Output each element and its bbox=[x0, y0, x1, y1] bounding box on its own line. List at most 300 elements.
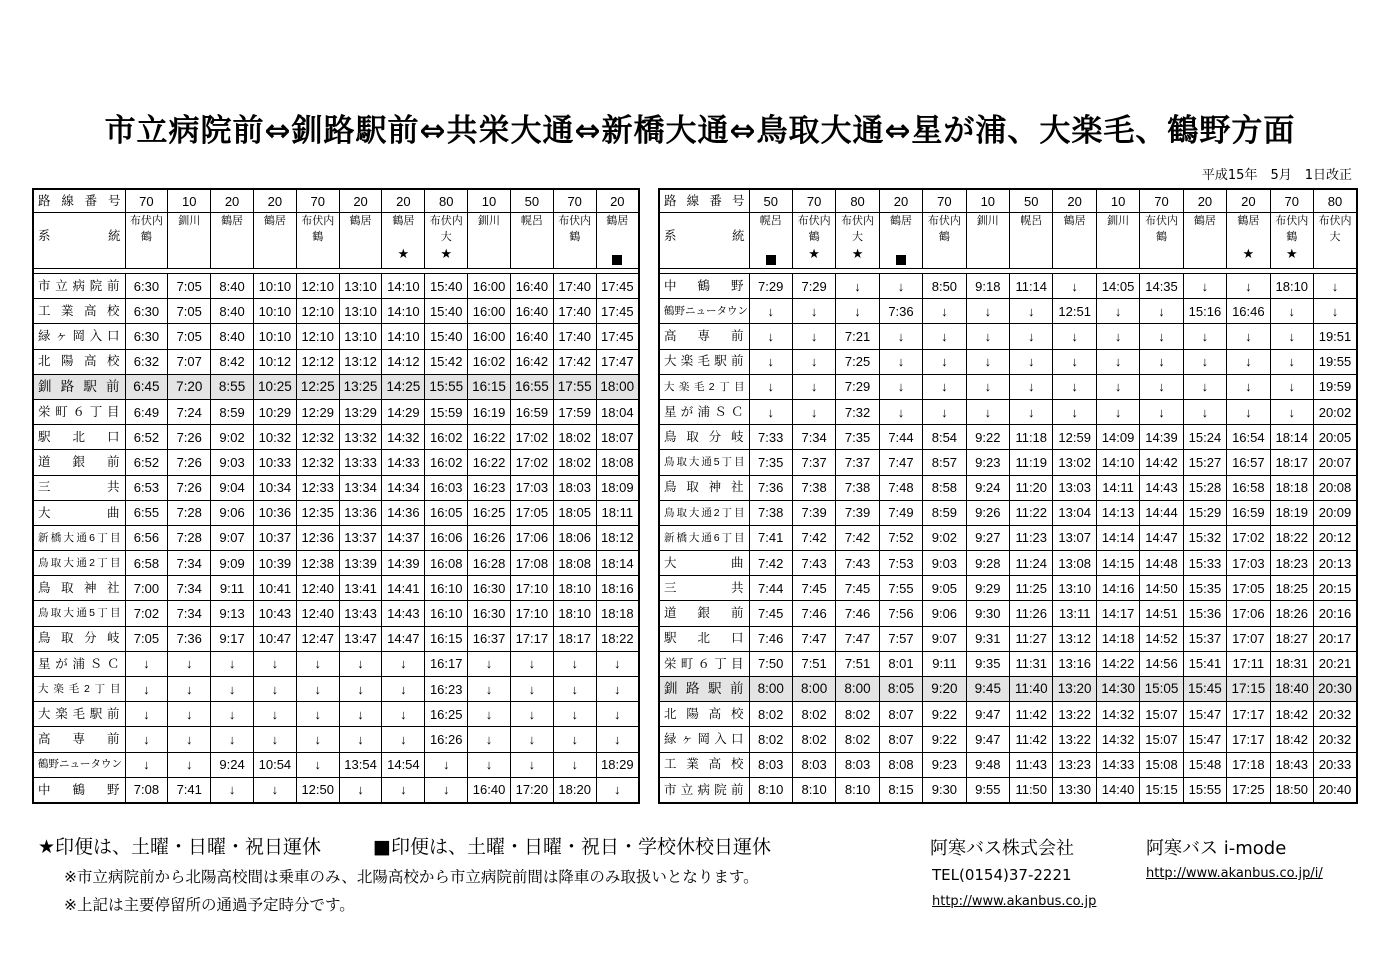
time-cell: 14:10 bbox=[382, 299, 425, 324]
time-cell: 14:44 bbox=[1140, 500, 1183, 525]
time-cell: 8:40 bbox=[211, 274, 254, 299]
stop-name: 市立病院前 bbox=[33, 274, 125, 299]
pass-arrow: ↓ bbox=[168, 752, 211, 777]
time-cell: 10:12 bbox=[253, 349, 296, 374]
time-cell: 13:10 bbox=[1053, 576, 1096, 601]
time-cell: 15:42 bbox=[425, 349, 468, 374]
pass-arrow: ↓ bbox=[1270, 399, 1313, 424]
route-number: 20 bbox=[1053, 189, 1096, 213]
time-cell: 9:03 bbox=[923, 551, 966, 576]
square-mark-icon bbox=[766, 255, 776, 265]
time-cell: 15:41 bbox=[1183, 651, 1226, 676]
time-cell: 8:42 bbox=[211, 349, 254, 374]
time-cell: 20:33 bbox=[1313, 752, 1357, 777]
stop-name: 釧路駅前 bbox=[659, 677, 749, 702]
time-cell: 7:57 bbox=[879, 626, 922, 651]
time-cell: 14:12 bbox=[382, 349, 425, 374]
star-mark-icon: ★ bbox=[851, 246, 864, 261]
time-cell: 6:52 bbox=[125, 450, 168, 475]
time-cell: 9:45 bbox=[966, 677, 1009, 702]
time-cell: 20:16 bbox=[1313, 601, 1357, 626]
time-cell: 17:20 bbox=[510, 777, 553, 803]
time-cell: 7:26 bbox=[168, 450, 211, 475]
pass-arrow: ↓ bbox=[168, 651, 211, 676]
time-cell: 7:39 bbox=[836, 500, 879, 525]
time-cell: 6:55 bbox=[125, 500, 168, 525]
route-number: 70 bbox=[553, 189, 596, 213]
time-cell: 11:14 bbox=[1010, 274, 1053, 299]
table-row bbox=[659, 525, 1357, 550]
time-cell: 14:50 bbox=[1140, 576, 1183, 601]
pass-arrow: ↓ bbox=[1270, 374, 1313, 399]
time-cell: 14:37 bbox=[382, 525, 425, 550]
time-cell: 10:37 bbox=[253, 525, 296, 550]
table-row bbox=[33, 475, 639, 500]
pass-arrow: ↓ bbox=[966, 299, 1009, 324]
route-number: 70 bbox=[1140, 189, 1183, 213]
time-cell: 17:02 bbox=[1227, 525, 1270, 550]
pass-arrow: ↓ bbox=[792, 324, 835, 349]
stop-name: 道銀前 bbox=[659, 601, 749, 626]
time-cell: 12:40 bbox=[296, 576, 339, 601]
time-cell: 8:59 bbox=[923, 500, 966, 525]
time-cell: 17:11 bbox=[1227, 651, 1270, 676]
time-cell: 16:46 bbox=[1227, 299, 1270, 324]
stop-name: 大曲 bbox=[33, 500, 125, 525]
pass-arrow: ↓ bbox=[879, 349, 922, 374]
pass-arrow: ↓ bbox=[125, 752, 168, 777]
time-cell: 13:02 bbox=[1053, 450, 1096, 475]
stop-name: 鳥取分岐 bbox=[33, 626, 125, 651]
time-cell: 7:37 bbox=[792, 450, 835, 475]
time-cell: 8:40 bbox=[211, 324, 254, 349]
table-row bbox=[33, 677, 639, 702]
stop-name: 新橋大通6丁目 bbox=[33, 525, 125, 550]
time-cell: 17:03 bbox=[510, 475, 553, 500]
time-cell: 10:32 bbox=[253, 425, 296, 450]
pass-arrow: ↓ bbox=[125, 702, 168, 727]
time-cell: 20:05 bbox=[1313, 425, 1357, 450]
table-row bbox=[33, 299, 639, 324]
time-cell: 16:59 bbox=[510, 399, 553, 424]
time-cell: 14:42 bbox=[1140, 450, 1183, 475]
time-cell: 8:03 bbox=[792, 752, 835, 777]
pass-arrow: ↓ bbox=[1010, 349, 1053, 374]
time-cell: 14:43 bbox=[382, 601, 425, 626]
time-cell: 11:26 bbox=[1010, 601, 1053, 626]
route-number: 80 bbox=[836, 189, 879, 213]
time-cell: 9:22 bbox=[923, 727, 966, 752]
stop-name: 大楽毛駅前 bbox=[33, 702, 125, 727]
stop-name: 鳥取大通5丁目 bbox=[33, 601, 125, 626]
time-cell: 13:47 bbox=[339, 626, 382, 651]
time-cell: 16:40 bbox=[510, 274, 553, 299]
time-cell: 18:10 bbox=[553, 576, 596, 601]
time-cell: 7:00 bbox=[125, 576, 168, 601]
time-cell: 17:05 bbox=[510, 500, 553, 525]
route-number: 70 bbox=[923, 189, 966, 213]
pass-arrow: ↓ bbox=[792, 399, 835, 424]
pass-arrow: ↓ bbox=[1010, 374, 1053, 399]
time-cell: 7:05 bbox=[168, 274, 211, 299]
time-cell: 20:40 bbox=[1313, 777, 1357, 803]
pass-arrow: ↓ bbox=[1183, 324, 1226, 349]
time-cell: 18:04 bbox=[596, 399, 639, 424]
stop-name: 鶴野ニュータウン bbox=[659, 299, 749, 324]
table-row bbox=[33, 727, 639, 752]
time-cell: 13:16 bbox=[1053, 651, 1096, 676]
time-cell: 13:36 bbox=[339, 500, 382, 525]
time-cell: 8:02 bbox=[836, 727, 879, 752]
time-cell: 16:03 bbox=[425, 475, 468, 500]
route-number-header: 路 線 番 号 bbox=[659, 189, 749, 213]
pass-arrow: ↓ bbox=[339, 777, 382, 803]
pass-arrow: ↓ bbox=[1096, 374, 1139, 399]
imode-link[interactable]: http://www.akanbus.co.jp/i/ bbox=[1146, 866, 1323, 881]
time-cell: 15:45 bbox=[1183, 677, 1226, 702]
time-cell: 16:15 bbox=[468, 374, 511, 399]
pass-arrow: ↓ bbox=[1313, 274, 1357, 299]
time-cell: 18:18 bbox=[596, 601, 639, 626]
stop-name: 駅北口 bbox=[659, 626, 749, 651]
star-note: ★印便は、土曜・日曜・祝日運休 bbox=[38, 836, 322, 858]
pass-arrow: ↓ bbox=[425, 752, 468, 777]
system-cell: 釧川 bbox=[1096, 213, 1139, 269]
time-cell: 8:01 bbox=[879, 651, 922, 676]
time-cell: 18:02 bbox=[553, 425, 596, 450]
system-cell: 鶴居 ★ bbox=[382, 213, 425, 269]
time-cell: 7:44 bbox=[749, 576, 792, 601]
time-cell: 17:42 bbox=[553, 349, 596, 374]
table-row bbox=[659, 374, 1357, 399]
time-cell: 19:59 bbox=[1313, 374, 1357, 399]
time-cell: 7:53 bbox=[879, 551, 922, 576]
time-cell: 20:15 bbox=[1313, 576, 1357, 601]
stop-name: 鳥取大通2丁目 bbox=[659, 500, 749, 525]
time-cell: 9:02 bbox=[211, 425, 254, 450]
time-cell: 18:42 bbox=[1270, 702, 1313, 727]
time-cell: 14:33 bbox=[1096, 752, 1139, 777]
time-cell: 16:40 bbox=[510, 299, 553, 324]
pass-arrow: ↓ bbox=[749, 299, 792, 324]
stop-name: 中鶴野 bbox=[33, 777, 125, 803]
time-cell: 15:40 bbox=[425, 299, 468, 324]
time-cell: 13:41 bbox=[339, 576, 382, 601]
time-cell: 7:29 bbox=[792, 274, 835, 299]
time-cell: 7:35 bbox=[836, 425, 879, 450]
stop-name: 市立病院前 bbox=[659, 777, 749, 803]
system-cell: 布伏内 大 bbox=[1313, 213, 1357, 269]
pass-arrow: ↓ bbox=[296, 727, 339, 752]
pass-arrow: ↓ bbox=[1270, 324, 1313, 349]
pass-arrow: ↓ bbox=[1140, 374, 1183, 399]
pass-arrow: ↓ bbox=[1183, 274, 1226, 299]
pass-arrow: ↓ bbox=[1227, 324, 1270, 349]
route-number-row bbox=[33, 189, 639, 213]
pass-arrow: ↓ bbox=[879, 274, 922, 299]
website-link[interactable]: http://www.akanbus.co.jp bbox=[932, 894, 1097, 909]
time-cell: 7:21 bbox=[836, 324, 879, 349]
pass-arrow: ↓ bbox=[253, 727, 296, 752]
time-cell: 11:24 bbox=[1010, 551, 1053, 576]
company-name: 阿寒バス株式会社 bbox=[930, 838, 1074, 859]
pass-arrow: ↓ bbox=[1053, 399, 1096, 424]
table-row bbox=[659, 702, 1357, 727]
pass-arrow: ↓ bbox=[253, 651, 296, 676]
system-cell: 布伏内 鶴 bbox=[553, 213, 596, 269]
time-cell: 18:25 bbox=[1270, 576, 1313, 601]
time-cell: 9:22 bbox=[966, 425, 1009, 450]
time-cell: 9:05 bbox=[923, 576, 966, 601]
stop-name: 鶴野ニュータウン bbox=[33, 752, 125, 777]
pass-arrow: ↓ bbox=[296, 677, 339, 702]
time-cell: 7:38 bbox=[836, 475, 879, 500]
time-cell: 9:20 bbox=[923, 677, 966, 702]
time-cell: 12:40 bbox=[296, 601, 339, 626]
time-cell: 9:04 bbox=[211, 475, 254, 500]
time-cell: 16:00 bbox=[468, 324, 511, 349]
pass-arrow: ↓ bbox=[382, 727, 425, 752]
time-cell: 20:30 bbox=[1313, 677, 1357, 702]
time-cell: 11:25 bbox=[1010, 576, 1053, 601]
table-row bbox=[33, 551, 639, 576]
time-cell: 15:15 bbox=[1140, 777, 1183, 803]
table-row bbox=[33, 324, 639, 349]
pass-arrow: ↓ bbox=[596, 677, 639, 702]
pass-arrow: ↓ bbox=[879, 374, 922, 399]
time-cell: 7:55 bbox=[879, 576, 922, 601]
table-row bbox=[659, 651, 1357, 676]
time-cell: 9:06 bbox=[923, 601, 966, 626]
time-cell: 8:02 bbox=[836, 702, 879, 727]
time-cell: 15:33 bbox=[1183, 551, 1226, 576]
pass-arrow: ↓ bbox=[125, 651, 168, 676]
time-cell: 9:22 bbox=[923, 702, 966, 727]
time-cell: 10:25 bbox=[253, 374, 296, 399]
time-cell: 7:36 bbox=[749, 475, 792, 500]
time-cell: 14:32 bbox=[382, 425, 425, 450]
stop-name: 三共 bbox=[33, 475, 125, 500]
system-cell: 幌呂 bbox=[749, 213, 792, 269]
pass-arrow: ↓ bbox=[1140, 299, 1183, 324]
time-cell: 13:22 bbox=[1053, 702, 1096, 727]
time-cell: 14:32 bbox=[1096, 727, 1139, 752]
time-cell: 13:29 bbox=[339, 399, 382, 424]
time-cell: 7:26 bbox=[168, 425, 211, 450]
table-row bbox=[659, 551, 1357, 576]
stop-name: 新橋大通6丁目 bbox=[659, 525, 749, 550]
system-cell: 布伏内 鶴 bbox=[923, 213, 966, 269]
boarding-note: ※市立病院前から北陽高校間は乗車のみ、北陽高校から市立病院前間は降車のみ取扱いとなります。 bbox=[64, 868, 759, 886]
time-cell: 18:27 bbox=[1270, 626, 1313, 651]
square-mark-icon bbox=[612, 255, 622, 265]
pass-arrow: ↓ bbox=[296, 702, 339, 727]
stop-name: 鳥取神社 bbox=[33, 576, 125, 601]
time-cell: 16:06 bbox=[425, 525, 468, 550]
pass-arrow: ↓ bbox=[211, 727, 254, 752]
pass-arrow: ↓ bbox=[339, 651, 382, 676]
time-cell: 16:22 bbox=[468, 450, 511, 475]
table-row bbox=[33, 525, 639, 550]
time-cell: 11:42 bbox=[1010, 727, 1053, 752]
pass-arrow: ↓ bbox=[253, 677, 296, 702]
approx-note: ※上記は主要停留所の通過予定時分です。 bbox=[64, 896, 355, 914]
time-cell: 7:26 bbox=[168, 475, 211, 500]
time-cell: 13:54 bbox=[339, 752, 382, 777]
time-cell: 7:32 bbox=[836, 399, 879, 424]
time-cell: 7:20 bbox=[168, 374, 211, 399]
time-cell: 14:39 bbox=[382, 551, 425, 576]
stop-name: 工業高校 bbox=[33, 299, 125, 324]
time-cell: 9:17 bbox=[211, 626, 254, 651]
system-cell: 鶴居 bbox=[879, 213, 922, 269]
time-cell: 12:12 bbox=[296, 349, 339, 374]
time-cell: 18:16 bbox=[596, 576, 639, 601]
time-cell: 11:40 bbox=[1010, 677, 1053, 702]
pass-arrow: ↓ bbox=[553, 702, 596, 727]
time-cell: 12:59 bbox=[1053, 425, 1096, 450]
time-cell: 14:52 bbox=[1140, 626, 1183, 651]
pass-arrow: ↓ bbox=[296, 651, 339, 676]
table-row bbox=[659, 399, 1357, 424]
time-cell: 16:40 bbox=[510, 324, 553, 349]
time-cell: 7:46 bbox=[749, 626, 792, 651]
pass-arrow: ↓ bbox=[510, 702, 553, 727]
time-cell: 7:38 bbox=[792, 475, 835, 500]
time-cell: 15:59 bbox=[425, 399, 468, 424]
time-cell: 15:47 bbox=[1183, 727, 1226, 752]
time-cell: 13:08 bbox=[1053, 551, 1096, 576]
time-cell: 13:33 bbox=[339, 450, 382, 475]
time-cell: 14:47 bbox=[382, 626, 425, 651]
time-cell: 20:07 bbox=[1313, 450, 1357, 475]
pass-arrow: ↓ bbox=[879, 399, 922, 424]
time-cell: 16:17 bbox=[425, 651, 468, 676]
time-cell: 18:50 bbox=[1270, 777, 1313, 803]
time-cell: 7:34 bbox=[168, 551, 211, 576]
time-cell: 18:22 bbox=[596, 626, 639, 651]
time-cell: 14:32 bbox=[1096, 702, 1139, 727]
time-cell: 8:02 bbox=[792, 727, 835, 752]
time-cell: 12:35 bbox=[296, 500, 339, 525]
time-cell: 17:10 bbox=[510, 576, 553, 601]
pass-arrow: ↓ bbox=[125, 677, 168, 702]
time-cell: 17:05 bbox=[1227, 576, 1270, 601]
time-cell: 16:02 bbox=[425, 450, 468, 475]
time-cell: 7:51 bbox=[792, 651, 835, 676]
page-title: 市立病院前⇔釧路駅前⇔共栄大通⇔新橋大通⇔鳥取大通⇔星が浦、大楽毛、鶴野方面 bbox=[104, 113, 1296, 149]
time-cell: 15:47 bbox=[1183, 702, 1226, 727]
time-cell: 16:19 bbox=[468, 399, 511, 424]
pass-arrow: ↓ bbox=[125, 727, 168, 752]
time-cell: 16:00 bbox=[468, 299, 511, 324]
pass-arrow: ↓ bbox=[296, 752, 339, 777]
pass-arrow: ↓ bbox=[923, 324, 966, 349]
time-cell: 7:36 bbox=[168, 626, 211, 651]
time-cell: 14:16 bbox=[1096, 576, 1139, 601]
table-row bbox=[659, 727, 1357, 752]
time-cell: 17:47 bbox=[596, 349, 639, 374]
pass-arrow: ↓ bbox=[168, 727, 211, 752]
time-cell: 7:34 bbox=[792, 425, 835, 450]
time-cell: 19:51 bbox=[1313, 324, 1357, 349]
time-cell: 17:17 bbox=[1227, 727, 1270, 752]
time-cell: 13:07 bbox=[1053, 525, 1096, 550]
time-cell: 18:05 bbox=[553, 500, 596, 525]
time-cell: 15:40 bbox=[425, 274, 468, 299]
time-cell: 7:34 bbox=[168, 576, 211, 601]
time-cell: 20:17 bbox=[1313, 626, 1357, 651]
time-cell: 13:30 bbox=[1053, 777, 1096, 803]
pass-arrow: ↓ bbox=[382, 777, 425, 803]
time-cell: 12:51 bbox=[1053, 299, 1096, 324]
pass-arrow: ↓ bbox=[253, 702, 296, 727]
pass-arrow: ↓ bbox=[749, 374, 792, 399]
time-cell: 8:07 bbox=[879, 702, 922, 727]
stop-name: 星が浦ＳＣ bbox=[659, 399, 749, 424]
route-number: 10 bbox=[966, 189, 1009, 213]
pass-arrow: ↓ bbox=[382, 702, 425, 727]
time-cell: 16:10 bbox=[425, 601, 468, 626]
time-cell: 8:02 bbox=[749, 702, 792, 727]
time-cell: 18:06 bbox=[553, 525, 596, 550]
time-cell: 10:10 bbox=[253, 299, 296, 324]
time-cell: 9:35 bbox=[966, 651, 1009, 676]
time-cell: 9:26 bbox=[966, 500, 1009, 525]
revision-date: 平成15年 5月 1日改正 bbox=[1201, 168, 1352, 183]
star-mark-icon: ★ bbox=[1285, 246, 1298, 261]
time-cell: 14:36 bbox=[382, 500, 425, 525]
table-row bbox=[33, 702, 639, 727]
time-cell: 11:27 bbox=[1010, 626, 1053, 651]
time-cell: 9:23 bbox=[923, 752, 966, 777]
time-cell: 15:32 bbox=[1183, 525, 1226, 550]
time-cell: 17:03 bbox=[1227, 551, 1270, 576]
time-cell: 8:15 bbox=[879, 777, 922, 803]
time-cell: 7:47 bbox=[879, 450, 922, 475]
time-cell: 16:42 bbox=[510, 349, 553, 374]
time-cell: 8:07 bbox=[879, 727, 922, 752]
route-number: 10 bbox=[168, 189, 211, 213]
system-cell: 鶴居 ★ bbox=[1227, 213, 1270, 269]
time-cell: 9:07 bbox=[211, 525, 254, 550]
time-cell: 7:46 bbox=[792, 601, 835, 626]
time-cell: 9:11 bbox=[923, 651, 966, 676]
pass-arrow: ↓ bbox=[1183, 374, 1226, 399]
square-mark-icon bbox=[896, 255, 906, 265]
time-cell: 17:06 bbox=[1227, 601, 1270, 626]
time-cell: 8:03 bbox=[749, 752, 792, 777]
time-cell: 18:14 bbox=[596, 551, 639, 576]
time-cell: 18:43 bbox=[1270, 752, 1313, 777]
time-cell: 12:36 bbox=[296, 525, 339, 550]
system-row bbox=[33, 213, 639, 269]
system-cell: 鶴居 bbox=[1183, 213, 1226, 269]
time-cell: 12:29 bbox=[296, 399, 339, 424]
time-cell: 18:20 bbox=[553, 777, 596, 803]
time-cell: 8:10 bbox=[792, 777, 835, 803]
time-cell: 15:48 bbox=[1183, 752, 1226, 777]
time-cell: 7:39 bbox=[792, 500, 835, 525]
time-cell: 10:36 bbox=[253, 500, 296, 525]
table-row bbox=[33, 601, 639, 626]
system-cell: 鶴居 bbox=[596, 213, 639, 269]
legend-notes bbox=[38, 832, 823, 859]
time-cell: 16:23 bbox=[425, 677, 468, 702]
pass-arrow: ↓ bbox=[966, 324, 1009, 349]
time-cell: 16:00 bbox=[468, 274, 511, 299]
time-cell: 13:11 bbox=[1053, 601, 1096, 626]
